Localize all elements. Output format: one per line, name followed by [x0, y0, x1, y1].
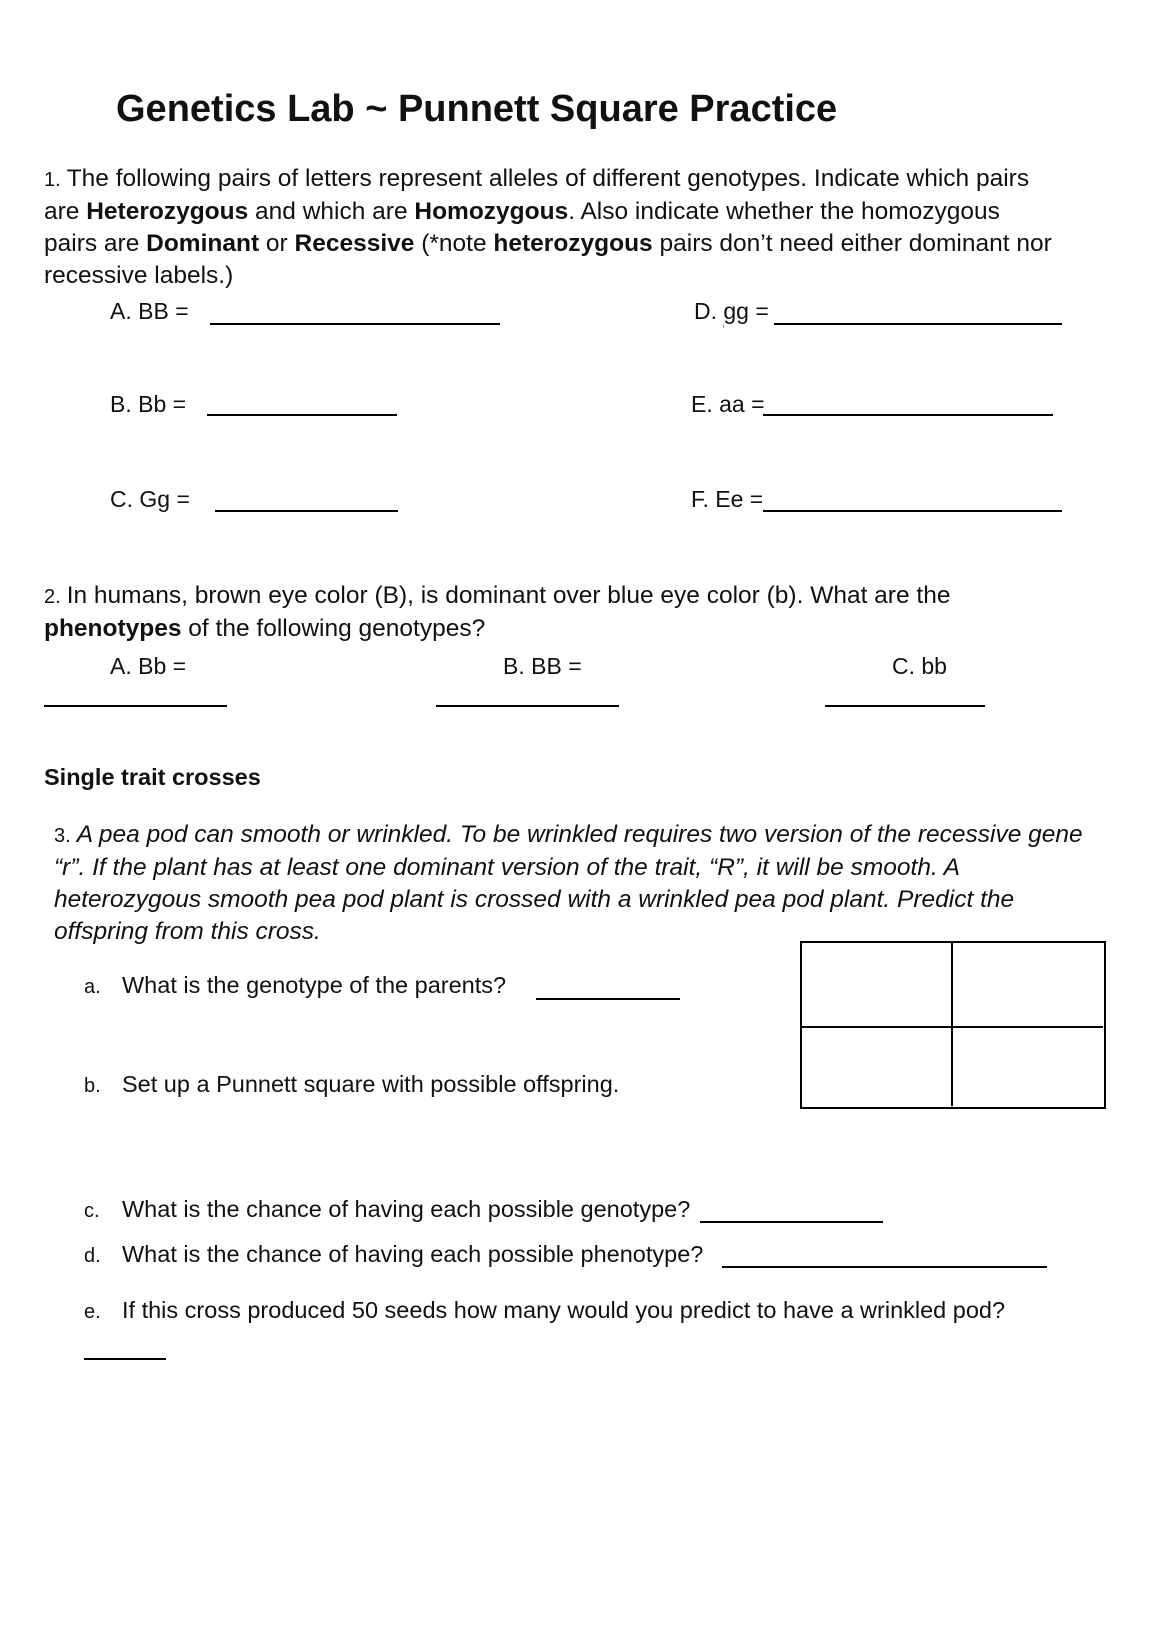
q1-item-f-answer-line[interactable]: [763, 510, 1062, 512]
q1-item-e-label: E. aa =: [691, 391, 765, 417]
q1-item-d-suffix: =: [748, 298, 769, 324]
q1-item-b-answer-line[interactable]: [207, 414, 397, 416]
q3-part-a-answer-line[interactable]: [536, 998, 680, 1000]
q2-text-seg2: of the following genotypes?: [181, 615, 486, 642]
q1-term-heterozygous-note: heterozygous: [493, 230, 653, 257]
q1-item-d-label: [694, 298, 769, 325]
question-1-number: 1.: [44, 169, 61, 191]
q1-item-d-genotype: gg: [723, 298, 749, 324]
punnett-cell-top-left[interactable]: [802, 943, 953, 1028]
section-heading: Single trait crosses: [44, 764, 261, 790]
q2-item-b-label: B. BB =: [503, 653, 582, 679]
q3-part-d-text: What is the chance of having each possible phenotype?: [122, 1241, 704, 1267]
punnett-cell-top-right[interactable]: [953, 943, 1103, 1028]
page-title: Genetics Lab ~ Punnett Square Practice: [116, 88, 838, 130]
q3-part-e-text: If this cross produced 50 seeds how many would you predict to have a wrinkled pod?: [122, 1297, 1006, 1323]
q3-part-a-text: What is the genotype of the parents?: [122, 972, 507, 998]
q1-text-seg1: The following pairs of letters represent alleles of different genotypes. Indicate which pairs are: [44, 165, 1030, 225]
q3-part-d: [84, 1241, 703, 1268]
q1-item-c-answer-line[interactable]: [215, 510, 398, 512]
q1-term-heterozygous: Heterozygous: [86, 198, 249, 225]
question-2-number: 2.: [44, 586, 61, 608]
q3-part-b: [84, 1071, 619, 1098]
q3-part-c: [84, 1196, 690, 1223]
q1-term-homozygous: Homozygous: [414, 198, 569, 225]
q1-item-d-answer-line[interactable]: [774, 323, 1062, 325]
question-3-number: 3.: [54, 825, 71, 847]
q3-part-a: [84, 972, 506, 999]
q3-part-e: [84, 1297, 1005, 1324]
q1-term-recessive: Recessive: [294, 230, 415, 257]
punnett-cell-bottom-left[interactable]: [802, 1028, 953, 1106]
q3-part-b-text: Set up a Punnett square with possible offspring.: [122, 1071, 620, 1097]
q1-text-seg3: . Also indicate whether the homozygous pairs are: [44, 198, 1000, 257]
q1-item-f-label: F. Ee =: [691, 486, 764, 512]
q3-part-e-letter: e.: [84, 1301, 101, 1323]
q3-part-e-answer-line[interactable]: [84, 1358, 166, 1360]
q1-text-seg4: or: [259, 230, 295, 257]
q2-term-phenotypes: phenotypes: [44, 615, 182, 642]
q1-item-c-label: C. Gg =: [110, 486, 190, 512]
question-1-text: [44, 163, 1054, 292]
q3-text: A pea pod can smooth or wrinkled. To be wrinkled requires two version of the recessive gene “r”. If the plant has at least one dominant version of the trait, “R”, it will be smooth. A heterozygous smooth pea pod plant is crossed with a wrinkled pea pod plant. Predict the offspring from this cross.: [54, 821, 1083, 945]
question-2-text: [44, 580, 1054, 645]
punnett-square: [800, 941, 1106, 1109]
q3-part-d-letter: d.: [84, 1245, 101, 1267]
q2-item-a-label: A. Bb =: [110, 653, 187, 679]
q1-term-dominant: Dominant: [146, 230, 260, 257]
q1-item-b-label: B. Bb =: [110, 391, 187, 417]
punnett-cell-bottom-right[interactable]: [953, 1028, 1103, 1106]
q2-item-c-answer-line[interactable]: [825, 705, 985, 707]
q1-item-a-label: A. BB =: [110, 298, 189, 324]
question-3-text: [54, 819, 1094, 948]
q3-part-c-text: What is the chance of having each possible genotype?: [122, 1196, 691, 1222]
q1-text-seg2: and which are: [248, 198, 415, 225]
q1-text-seg6: pairs don’t need either dominant nor recessive labels.): [44, 230, 1052, 289]
q3-part-d-answer-line[interactable]: [722, 1266, 1047, 1268]
q2-item-b-answer-line[interactable]: [436, 705, 619, 707]
q1-item-a-answer-line[interactable]: [210, 323, 500, 325]
q2-item-c-label: C. bb: [892, 653, 947, 679]
q2-item-a-answer-line[interactable]: [44, 705, 227, 707]
q1-item-e-answer-line[interactable]: [763, 414, 1053, 416]
q2-text-seg1: In humans, brown eye color (B), is dominant over blue eye color (b). What are the: [66, 582, 951, 609]
q3-part-c-letter: c.: [84, 1200, 100, 1222]
q1-item-d-prefix: D.: [694, 298, 724, 324]
q1-text-seg5: (*note: [414, 230, 494, 257]
q3-part-a-letter: a.: [84, 976, 101, 998]
q3-part-c-answer-line[interactable]: [700, 1221, 883, 1223]
q3-part-b-letter: b.: [84, 1075, 101, 1097]
